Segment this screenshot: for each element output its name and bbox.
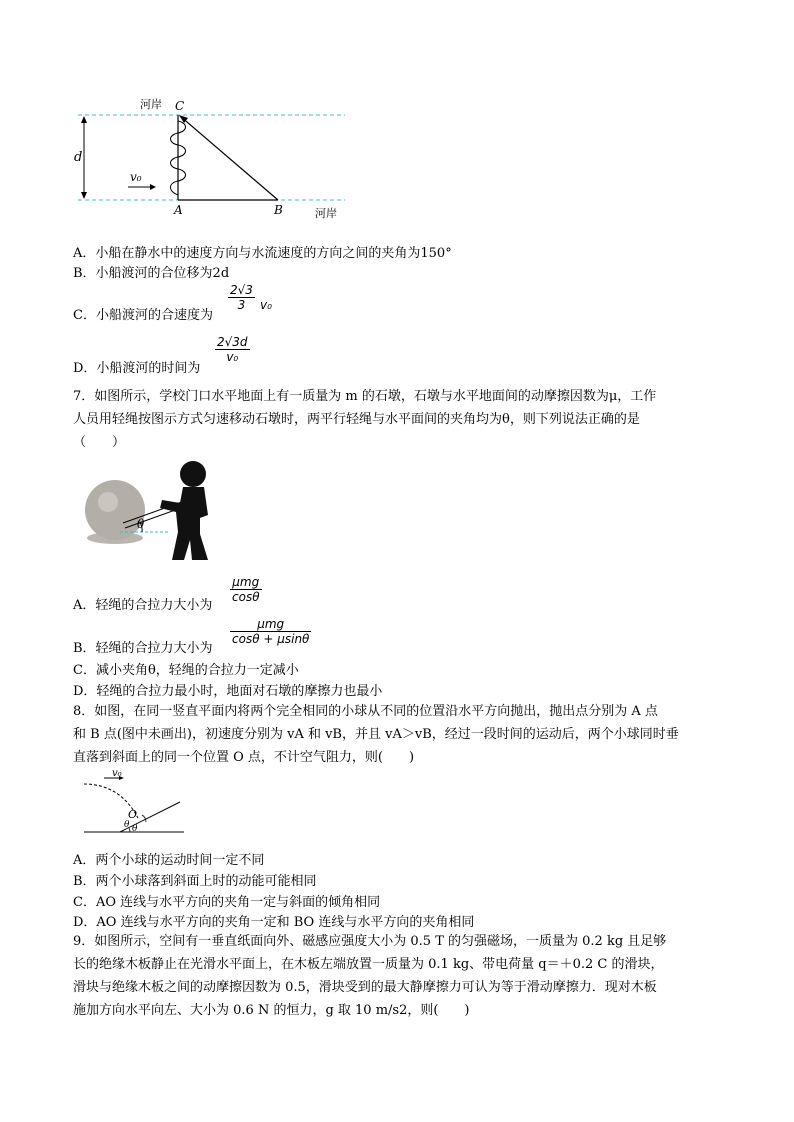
v0-label: v₀ <box>112 768 122 779</box>
q6-option-d-fraction <box>215 335 250 364</box>
q8-option-b: B．两个小球落到斜面上时的动能可能相同 <box>73 874 317 889</box>
q6-option-a: A．小船在静水中的速度方向与水流速度的方向之间的夹角为150° <box>73 246 452 261</box>
q7-option-d: D．轻绳的合拉力最小时，地面对石墩的摩擦力也最小 <box>73 684 383 699</box>
q7-option-a: A．轻绳的合拉力大小为 <box>73 598 213 613</box>
line-BC <box>180 116 278 200</box>
q8-stem-line1: 8．如图，在同一竖直平面内将两个完全相同的小球从不同的位置沿水平方向抛出，抛出点分别为 A 点 <box>73 704 658 719</box>
q7-stem-line1: 7．如图所示，学校门口水平地面上有一质量为 m 的石墩，石墩与水平地面间的动摩擦因数为μ，工作 <box>73 389 657 404</box>
q9-stem-line2: 长的绝缘木板静止在光滑水平面上，在木板左端放置一质量为 0.1 kg、带电荷量 q＝＋0.2 C 的滑块， <box>73 957 664 972</box>
theta-label-top: θ <box>124 820 130 830</box>
worker-body-icon <box>160 487 208 560</box>
q6-option-c-fraction <box>228 283 255 312</box>
q8-stem <box>73 700 723 769</box>
fraction-denominator: cosθ + μsinθ <box>232 632 310 646</box>
q8-option-d: D．AO 连线与水平方向的夹角一定和 BO 连线与水平方向的夹角相同 <box>73 915 475 930</box>
projectile-incline-figure <box>80 770 190 840</box>
fraction-denominator: 3 <box>237 298 246 312</box>
q7-stem-line3: （ ） <box>73 435 126 450</box>
q7-stem <box>73 385 723 454</box>
width-arrowhead-top <box>81 116 87 123</box>
angle-arc-bottom <box>129 828 130 832</box>
bank-bottom-label: 河岸 <box>315 207 337 220</box>
q7-option-c: C．减小夹角θ，轻绳的合拉力一定减小 <box>73 663 299 678</box>
label-v0: v₀ <box>130 170 142 184</box>
q7-option-b-fraction <box>230 617 311 646</box>
q6-option-c <box>73 307 213 324</box>
q6-option-d-text: D．小船渡河的时间为 <box>73 361 201 376</box>
q9-stem <box>73 930 723 1022</box>
fraction-denominator: v₀ <box>226 350 239 364</box>
q8-stem-line3: 直落到斜面上的同一个位置 O 点，不计空气阻力，则( ) <box>73 750 415 765</box>
label-d: d <box>74 150 83 165</box>
q7-stem-line2: 人员用轻绳按图示方式匀速移动石墩时，两平行轻绳与水平面间的夹角均为θ，则下列说法正确的是 <box>73 412 640 427</box>
fraction-numerator: μmg <box>257 617 285 631</box>
fraction-denominator: cosθ <box>232 590 260 604</box>
q8-stem-line2: 和 B 点(图中未画出)，初速度分别为 vA 和 vB，并且 vA＞vB，经过一段时间的运动后，两个小球同时垂 <box>73 727 679 742</box>
q6-option-b: B．小船渡河的合位移为2d <box>73 266 230 281</box>
q7-option-a-fraction <box>230 575 262 604</box>
theta-label: θ <box>137 517 145 531</box>
width-arrowhead-bottom <box>81 192 87 199</box>
O-label: O <box>128 808 138 821</box>
q6-option-c-text: C．小船渡河的合速度为 <box>73 308 213 323</box>
river-crossing-figure <box>70 95 360 225</box>
v0-arrowhead <box>150 184 156 190</box>
theta-label-bottom: θ <box>132 824 138 834</box>
fraction-numerator: μmg <box>232 575 260 589</box>
label-A: A <box>174 203 183 217</box>
q8-option-c: C．AO 连线与水平方向的夹角一定与斜面的倾角相同 <box>73 895 381 910</box>
label-C: C <box>175 99 185 113</box>
label-B: B <box>274 203 283 217</box>
q7-option-b: B．轻绳的合拉力大小为 <box>73 641 213 656</box>
q9-stem-line4: 施加方向水平向左、大小为 0.6 N 的恒力，g 取 10 m/s2，则( ) <box>73 1003 470 1018</box>
fraction-numerator: 2√3d <box>217 335 248 349</box>
q8-option-a: A．两个小球的运动时间一定不同 <box>73 853 265 868</box>
worker-head-icon <box>180 461 206 487</box>
stone-pull-figure <box>80 460 220 565</box>
bank-top-label: 河岸 <box>140 98 162 111</box>
fraction-numerator: 2√3 <box>230 283 253 297</box>
q9-stem-line3: 滑块与绝缘木板之间的动摩擦因数为 0.5，滑块受到的最大静摩擦力可认为等于滑动摩擦力．现对木板 <box>73 980 657 995</box>
q6-option-c-tail: v₀ <box>260 298 272 312</box>
stone-highlight <box>98 492 118 512</box>
q9-stem-line1: 9．如图所示，空间有一垂直纸面向外、磁感应强度大小为 0.5 T 的匀强磁场，一质量为 0.2 kg 且足够 <box>73 934 667 949</box>
q6-option-d <box>73 360 200 377</box>
stone-ball-icon <box>85 480 145 540</box>
